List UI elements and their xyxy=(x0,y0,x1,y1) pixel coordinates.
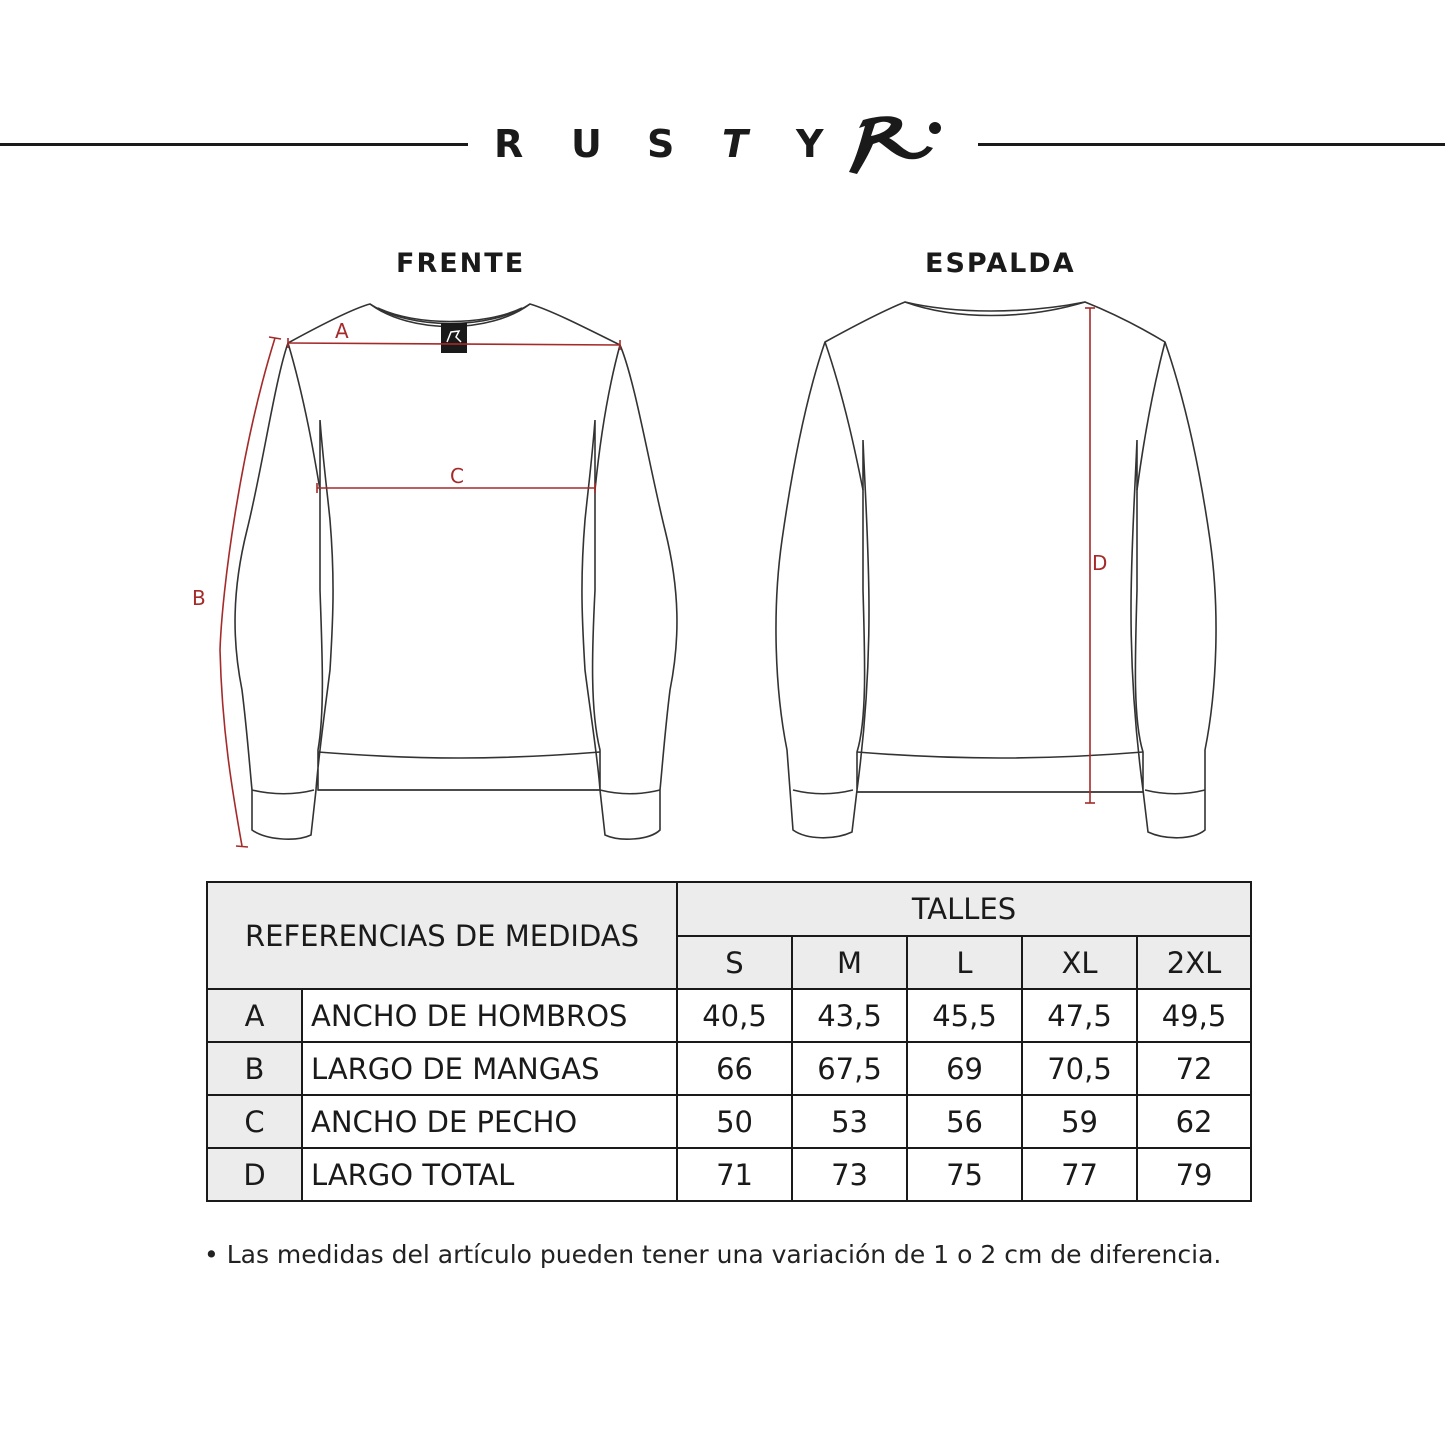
measure-value: 56 xyxy=(907,1095,1022,1148)
size-header: 2XL xyxy=(1137,936,1251,989)
dimension-label-d: D xyxy=(1092,551,1108,575)
brand-letter: Y xyxy=(796,122,824,166)
back-view-title: ESPALDA xyxy=(925,248,1076,279)
sizes-header: TALLES xyxy=(677,882,1251,936)
dimension-label-c: C xyxy=(450,464,464,488)
measure-code: C xyxy=(207,1095,302,1148)
measure-name: ANCHO DE HOMBROS xyxy=(302,989,677,1042)
measure-name: LARGO DE MANGAS xyxy=(302,1042,677,1095)
header-rule-left xyxy=(0,143,468,146)
measure-value: 45,5 xyxy=(907,989,1022,1042)
measure-value: 75 xyxy=(907,1148,1022,1201)
dimension-label-b: B xyxy=(192,586,206,610)
measure-value: 53 xyxy=(792,1095,907,1148)
measurement-note: • Las medidas del artículo pueden tener una variación de 1 o 2 cm de diferencia. xyxy=(204,1240,1222,1269)
size-header: XL xyxy=(1022,936,1137,989)
measure-value: 73 xyxy=(792,1148,907,1201)
measure-value: 71 xyxy=(677,1148,792,1201)
size-header: M xyxy=(792,936,907,989)
table-row xyxy=(207,1095,1251,1148)
dimension-label-a: A xyxy=(335,319,349,343)
size-header: S xyxy=(677,936,792,989)
measure-value: 79 xyxy=(1137,1148,1251,1201)
measure-value: 70,5 xyxy=(1022,1042,1137,1095)
measure-value: 43,5 xyxy=(792,989,907,1042)
back-sweatshirt-drawing xyxy=(765,290,1235,860)
measure-value: 72 xyxy=(1137,1042,1251,1095)
brand-letter: S xyxy=(647,122,675,166)
table-row xyxy=(207,989,1251,1042)
size-chart-table xyxy=(206,881,1252,1202)
measure-value: 50 xyxy=(677,1095,792,1148)
measure-value: 47,5 xyxy=(1022,989,1137,1042)
measure-value: 59 xyxy=(1022,1095,1137,1148)
measure-value: 40,5 xyxy=(677,989,792,1042)
measure-code: A xyxy=(207,989,302,1042)
front-view-title: FRENTE xyxy=(396,248,526,279)
measure-value: 69 xyxy=(907,1042,1022,1095)
measure-code: B xyxy=(207,1042,302,1095)
measure-name: ANCHO DE PECHO xyxy=(302,1095,677,1148)
size-header: L xyxy=(907,936,1022,989)
measure-value: 49,5 xyxy=(1137,989,1251,1042)
measure-value: 66 xyxy=(677,1042,792,1095)
measure-value: 62 xyxy=(1137,1095,1251,1148)
reference-header: REFERENCIAS DE MEDIDAS xyxy=(207,882,677,989)
measure-value: 67,5 xyxy=(792,1042,907,1095)
measure-value: 77 xyxy=(1022,1148,1137,1201)
table-row xyxy=(207,1148,1251,1201)
brand-letter: T xyxy=(722,122,748,166)
header-rule-right xyxy=(978,143,1445,146)
measure-name: LARGO TOTAL xyxy=(302,1148,677,1201)
brand-letter: U xyxy=(571,122,602,166)
front-sweatshirt-drawing xyxy=(180,290,700,860)
measure-code: D xyxy=(207,1148,302,1201)
rusty-flag-logo-icon xyxy=(843,112,953,177)
table-row xyxy=(207,1042,1251,1095)
brand-letter: R xyxy=(494,122,524,166)
